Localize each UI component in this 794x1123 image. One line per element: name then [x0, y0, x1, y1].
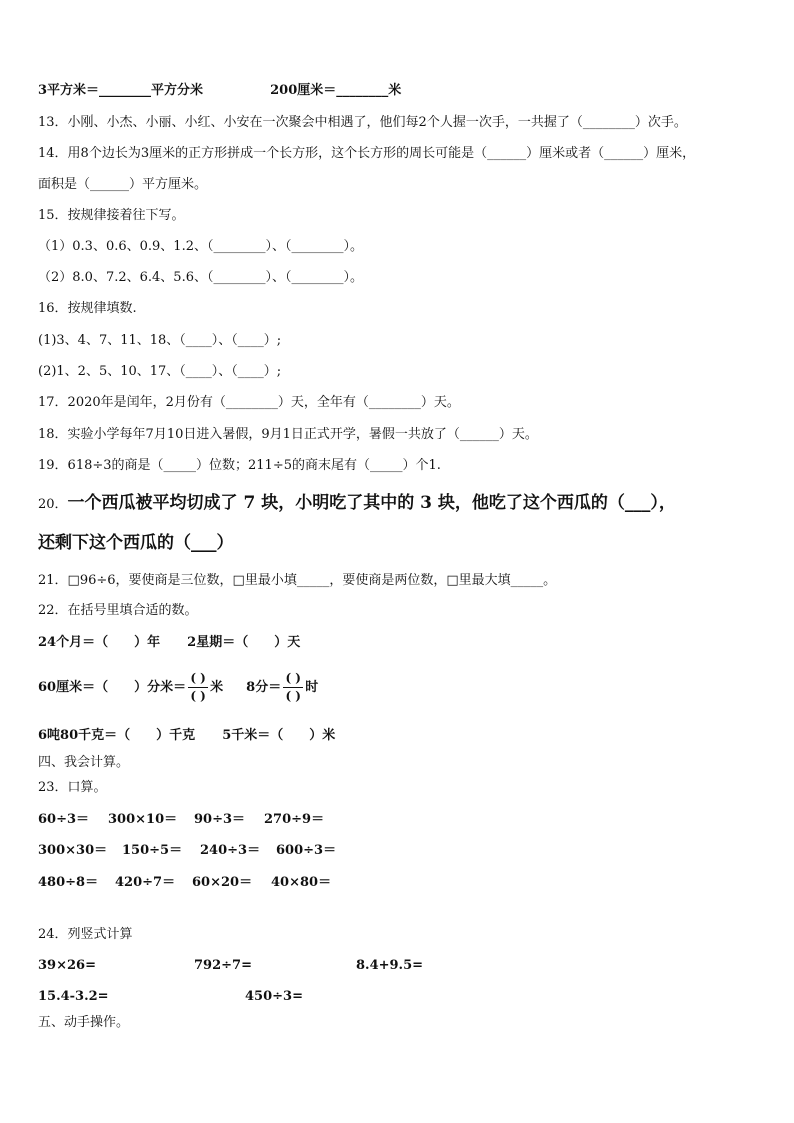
section-5-heading: 五、动手操作。 [38, 1015, 130, 1030]
question-15-part-2: （2）8.0、7.2、6.4、5.6、（________）、（________）。 [38, 270, 363, 285]
question-22-row-1 [38, 634, 300, 652]
hour-unit: 时 [305, 680, 319, 695]
km-to-m: 5千米＝（ ）米 [222, 728, 336, 743]
calc-item: 39×26= [38, 958, 96, 973]
question-14-line-2: 面积是（______）平方厘米。 [38, 177, 208, 192]
vertical-calc-row-1 [38, 957, 423, 975]
calc-item: 40×80＝ [271, 875, 332, 890]
fraction-blank-2 [283, 671, 303, 704]
question-22-row-3 [38, 727, 335, 745]
fraction-bar [188, 687, 208, 688]
question-13: 13．小刚、小杰、小丽、小红、小安在一次聚会中相遇了，他们每2个人握一次手，一共握了（________）次手。 [38, 115, 687, 130]
question-19: 19．618÷3的商是（_____）位数；211÷5的商末尾有（_____）个1. [38, 458, 441, 473]
weeks-to-days: 2星期＝（ ）天 [187, 635, 301, 650]
tons-to-kg: 6吨80千克＝（ ）千克 [38, 728, 196, 743]
calc-item: 60×20＝ [192, 875, 253, 890]
question-20-number: 20． [38, 497, 68, 512]
mental-calc-row-2 [38, 842, 346, 860]
question-22: 22．在括号里填合适的数。 [38, 603, 198, 618]
fraction-blank-1 [188, 671, 208, 704]
line-area-conversion [38, 82, 401, 100]
minutes-to-hours: 8分＝ [246, 680, 282, 695]
question-15-part-1: （1）0.3、0.6、0.9、1.2、（________）、（________）。 [38, 239, 363, 254]
calc-item: 60÷3＝ [38, 812, 90, 827]
fraction-denominator: ( ) [285, 689, 301, 703]
fraction-numerator: ( ) [285, 671, 301, 685]
calc-item: 150÷5＝ [122, 843, 183, 858]
fraction-numerator: ( ) [190, 671, 206, 685]
months-to-years: 24个月＝（ ）年 [38, 635, 161, 650]
calc-item: 270÷9＝ [264, 812, 325, 827]
calc-item: 15.4-3.2= [38, 989, 109, 1004]
question-18: 18．实验小学每年7月10日进入暑假，9月1日正式开学，暑假一共放了（______）天。 [38, 427, 538, 442]
calc-item: 300×10＝ [108, 812, 178, 827]
calc-item: 420÷7＝ [115, 875, 176, 890]
question-20-line-2: 还剩下这个西瓜的（___） [38, 533, 234, 553]
mental-calc-row-3 [38, 874, 341, 892]
calc-item: 8.4+9.5= [356, 958, 424, 973]
question-15: 15．按规律接着往下写。 [38, 208, 185, 223]
calc-item: 90÷3＝ [194, 812, 246, 827]
section-4-heading: 四、我会计算。 [38, 755, 130, 770]
question-17: 17．2020年是闰年，2月份有（________）天，全年有（________）天。 [38, 395, 460, 410]
mental-calc-row-1 [38, 811, 334, 829]
question-16-part-2: (2)1、2、5、10、17、（____）、（____）; [38, 364, 282, 379]
fraction-bar [283, 687, 303, 688]
cm-to-dm: 60厘米＝（ ）分米＝ [38, 680, 187, 695]
question-14-line-1: 14．用8个边长为3厘米的正方形拼成一个长方形，这个长方形的周长可能是（______）厘米或者（______）厘米， [38, 146, 696, 161]
calc-item: 450÷3= [245, 989, 303, 1004]
calc-item: 480÷8＝ [38, 875, 99, 890]
length-conversion-text: 200厘米＝________米 [270, 83, 402, 98]
vertical-calc-row-2 [38, 988, 303, 1006]
calc-item: 300×30＝ [38, 843, 108, 858]
question-22-row-2 [38, 668, 318, 708]
meter-unit: 米 [210, 680, 224, 695]
question-20-text-1: 一个西瓜被平均切成了 7 块，小明吃了其中的 3 块，他吃了这个西瓜的（___）， [67, 493, 676, 513]
question-23: 23．口算。 [38, 780, 107, 795]
question-16-part-1: (1)3、4、7、11、18、（____）、（____）; [38, 333, 282, 348]
calc-item: 240÷3＝ [200, 843, 261, 858]
question-21: 21．□96÷6，要使商是三位数，□里最小填_____，要使商是两位数，□里最大填_____。 [38, 573, 557, 588]
question-24: 24．列竖式计算 [38, 927, 133, 942]
question-16: 16．按规律填数. [38, 301, 137, 316]
area-conversion-text: 3平方米＝________平方分米 [38, 83, 204, 98]
question-20-line-1 [38, 491, 676, 515]
fraction-denominator: ( ) [190, 689, 206, 703]
calc-item: 792÷7= [194, 958, 252, 973]
calc-item: 600÷3＝ [276, 843, 337, 858]
